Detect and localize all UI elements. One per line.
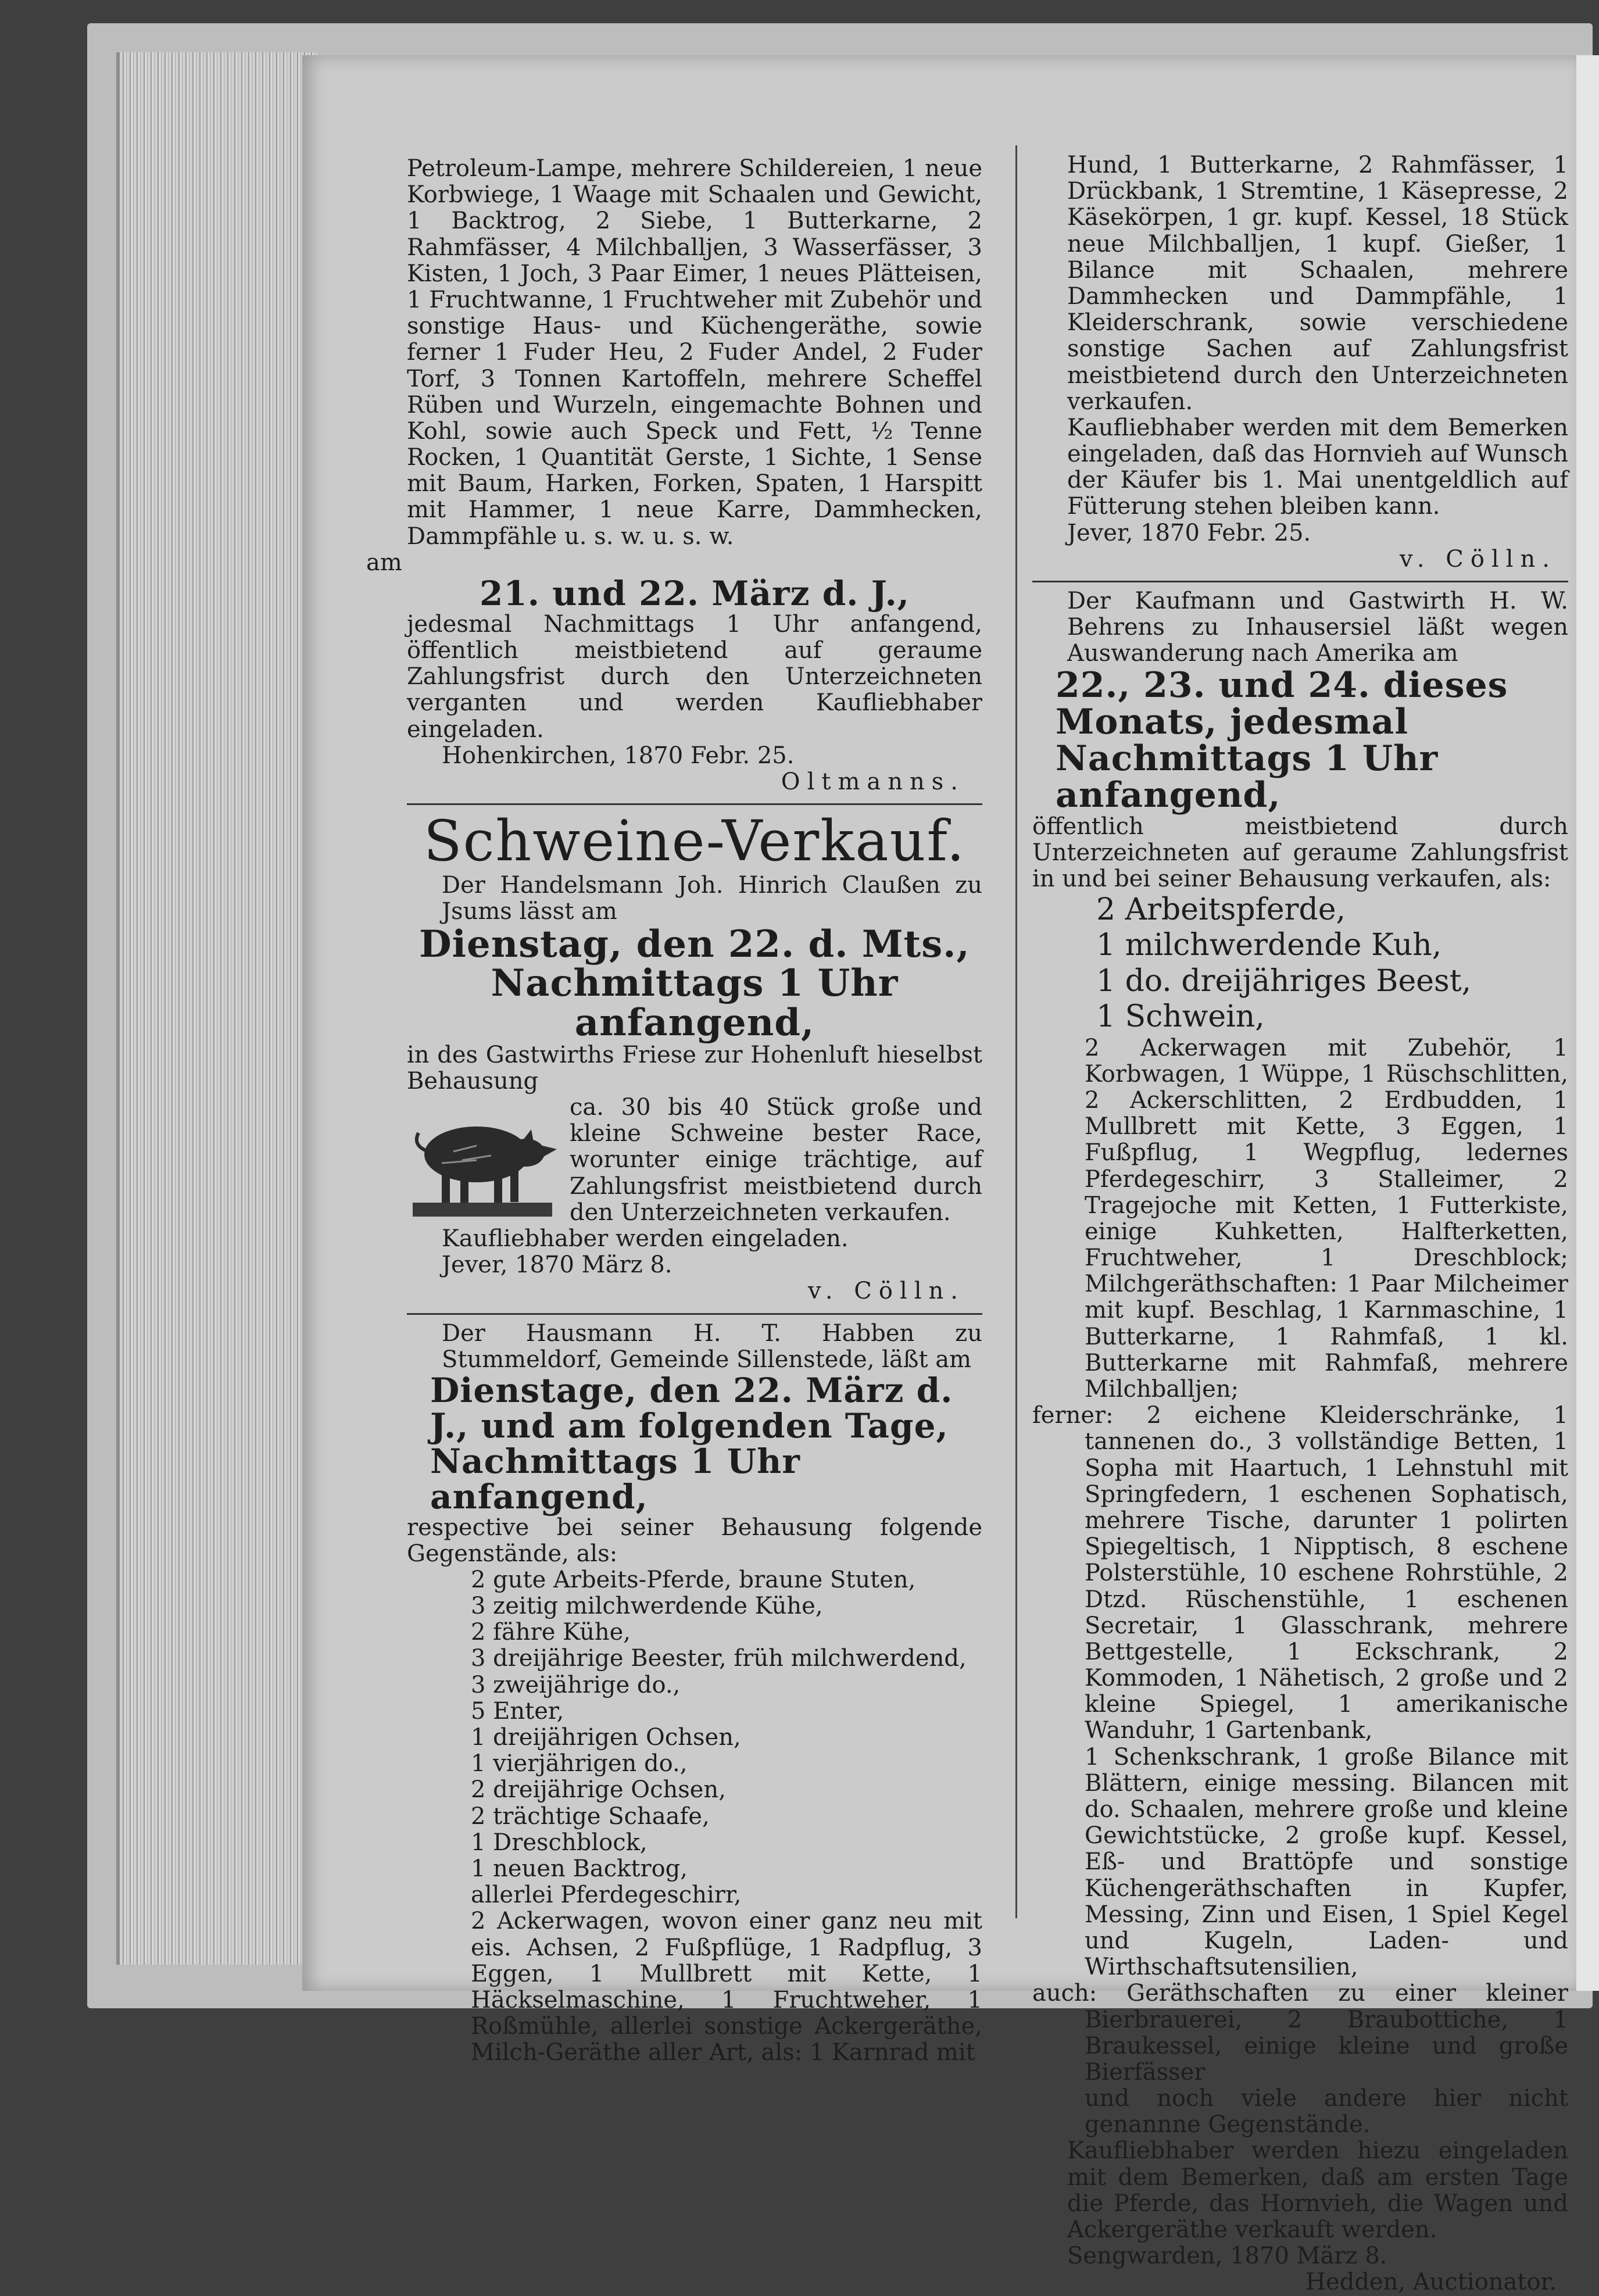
pig-icon <box>407 1099 558 1221</box>
signature: v. Cölln. <box>1399 545 1557 573</box>
schweine-time: Nachmittags 1 Uhr anfangend, <box>491 961 899 1045</box>
list-item: 1 milchwerdende Kuh, <box>1096 928 1442 963</box>
ad-title-schweine-verkauf: Schweine-Verkauf. <box>423 809 966 874</box>
schweine-place-date: Jever, 1870 März 8. <box>442 1251 672 1279</box>
auction-date-heading: 21. und 22. März d. J., <box>479 574 910 613</box>
place-date: Hohenkirchen, 1870 Febr. 25. <box>442 742 795 769</box>
separator-rule <box>407 1313 982 1315</box>
habben-item-list <box>407 1567 982 1908</box>
auction-list-continued-right: Hund, 1 Butterkarne, 2 Rahmfässer, 1 Drückbank, 1 Stremtine, 1 Käsepresse, 2 Käsekörpen, 1 gr. kupf. Kessel, 18 Stück neue Milchballjen, 1 kupf. Gießer, 1 Bilance mit Schaalen, mehrere Dammhecken und Dammpfähle, 1 Kleiderschrank, sowie verschiedene sonstige Sachen auf Zahlungsfrist meistbietend durch den Unterzeichneten verkaufen. <box>1067 152 1568 415</box>
ferner-text-continued: 1 Schenkschrank, 1 große Bilance mit Blättern, einige messing. Bilancen mit do. Schaalen, mehrere große und kleine Gewichtstücke, 2 große kupf. Kessel, Eß- und Brattöpfe und sonstige Küchengeräthschaften in Kupfer, Messing, Zinn und Eisen, 1 Spiel Kegel und Kugeln, Laden- und Wirthschaftsutensilien, <box>1085 1743 1568 1981</box>
list-item: 1 Dreschblock, <box>471 1829 648 1856</box>
ferner-label: ferner: <box>1032 1402 1114 1429</box>
list-item: allerlei Pferdegeschirr, <box>471 1882 742 1909</box>
auction-terms: jedesmal Nachmittags 1 Uhr anfangend, öffentlich meistbietend auf geraume Zahlungsfrist durch den Unterzeichneten verganten und werden Kaufliebhaber eingeladen. <box>407 610 982 743</box>
schweine-invite: Kaufliebhaber werden eingeladen. <box>442 1225 849 1253</box>
signature: Oltmanns. <box>781 768 965 796</box>
list-item: 1 Schwein, <box>1096 999 1265 1035</box>
schweine-intro: Der Handelsmann Joh. Hinrich Claußen zu Jsums lässt am <box>442 871 982 925</box>
column-rule <box>1015 145 1017 1918</box>
behrens-list: 2 Ackerwagen mit Zubehör, 1 Korbwagen, 1 Wüppe, 1 Rüschschlitten, 2 Ackerschlitten, 2 Erdbudden, 1 Mullbrett mit Kette, 3 Eggen, 1 Fußpflug, 1 Wegpflug, ledernes Pferdegeschirr, 3 Stalleimer, 2 Tragejoche mit Ketten, 1 Futterkiste, einige Kuhketten, Halfterketten, Fruchtweher, 1 Dreschblock; Milchgeräthschaften: 1 Paar Milcheimer mit kupf. Beschlag, 1 Karnmaschine, 1 Butterkarne, 1 Rahmfaß, 1 kl. Butterkarne mit Rahmfaß, mehrere Milchballjen; <box>1085 1034 1568 1403</box>
habben-tail: 2 Ackerwagen, wovon einer ganz neu mit eis. Achsen, 2 Fußpflüge, 1 Radpflug, 3 Eggen, 1 Mullbrett mit Kette, 1 Häckselmaschine, 1 Fruchtweher, 1 Roßmühle, allerlei sonstige Ackergeräthe, Milch-Geräthe aller Art, als: 1 Karnrad mit <box>471 1908 982 2066</box>
invite-note: Kaufliebhaber werden mit dem Bemerken eingeladen, daß das Hornvieh auf Wunsch der Käufer bis 1. Mai unentgeldlich auf Fütterung stehen bleiben kann. <box>1067 414 1568 520</box>
separator-rule <box>1032 581 1568 582</box>
list-item: 2 gute Arbeits-Pferde, braune Stuten, <box>471 1566 916 1593</box>
auch-text-continued: und noch viele andere hier nicht genannne Gegenstände. <box>1085 2085 1568 2138</box>
list-item: 3 zeitig milchwerdende Kühe, <box>471 1593 823 1620</box>
list-item: 2 dreijährige Ochsen, <box>471 1776 726 1804</box>
list-item: 1 dreijährigen Ochsen, <box>471 1724 741 1751</box>
auch-label: auch: <box>1032 1980 1097 2007</box>
list-item: 3 zweijährige do., <box>471 1671 681 1698</box>
place-date: Jever, 1870 Febr. 25. <box>1067 519 1311 546</box>
habben-place: respective bei seiner Behausung folgende Gegenstände, als: <box>407 1514 982 1567</box>
list-item: 2 fähre Kühe, <box>471 1619 631 1646</box>
closing-signature: Hedden, Auctionator. <box>1305 2269 1557 2296</box>
ferner-block <box>1032 1403 1568 1744</box>
closing-invite: Kaufliebhaber werden hiezu eingeladen mit dem Bemerken, daß am ersten Tage die Pferde, das Hornvieh, die Wagen und Ackergeräthe verkauft werden. <box>1067 2137 1568 2243</box>
ferner-text: 2 eichene Kleiderschränke, 1 tannenen do., 3 vollständige Betten, 1 Sopha mit Haartuch, 1 Lehnstuhl mit Springfedern, 1 eschenen Sophatisch, mehrere Tische, darunter 1 polirten Spiegeltisch, 1 Nipptisch, 8 eschene Polsterstühle, 10 eschene Rohrstühle, 2 Dtzd. Rüschenstühle, 1 eschenen Secretair, 1 Glasschrank, mehrere Bettgestelle, 1 Eckschrank, 2 Kommoden, 1 Nähetisch, 2 große und 2 kleine Spiegel, 1 amerikanische Wanduhr, 1 Gartenbank, <box>1085 1402 1568 1744</box>
page-edges <box>116 52 317 1965</box>
right-column <box>1032 152 1568 2296</box>
habben-intro: Der Hausmann H. T. Habben zu Stummeldorf, Gemeinde Sillenstede, läßt am <box>442 1319 982 1373</box>
schweine-date: Dienstag, den 22. d. Mts., <box>419 922 970 967</box>
separator-rule <box>407 803 982 805</box>
schweine-offer: ca. 30 bis 40 Stück große und kleine Schweine bester Race, worunter einige trächtige, auf Zahlungsfrist meistbietend durch den Unterzeichneten verkaufen. <box>570 1094 982 1226</box>
list-item: 1 neuen Backtrog, <box>471 1855 688 1882</box>
list-item: 5 Enter, <box>471 1697 564 1725</box>
auch-text: Geräthschaften zu einer kleiner Bierbrauerei, 2 Braubottiche, 1 Braukessel, einige kleine und große Bierfässer <box>1085 1980 1568 2086</box>
closing-place-date: Sengwarden, 1870 März 8. <box>1067 2243 1387 2270</box>
list-item: 2 trächtige Schaafe, <box>471 1803 710 1830</box>
next-page-edge <box>1576 55 1599 1991</box>
list-item: 3 dreijährige Beester, früh milchwerdend, <box>471 1645 967 1672</box>
behrens-main-items <box>1032 892 1568 1035</box>
left-column <box>366 155 982 2066</box>
list-item: 1 do. dreijähriges Beest, <box>1096 963 1472 999</box>
behrens-intro: Der Kaufmann und Gastwirth H. W. Behrens zu Inhausersiel läßt wegen Auswanderung nach Amerika am <box>1067 588 1568 667</box>
auch-block <box>1032 1980 1568 2086</box>
list-item: 2 Arbeitspferde, <box>1096 892 1346 928</box>
behrens-date: 22., 23. und 24. dieses Monats, jedesmal Nachmittags 1 Uhr anfangend, <box>1056 664 1508 816</box>
schweine-signature: v. Cölln. <box>807 1278 965 1305</box>
schweine-place: in des Gastwirths Friese zur Hohenluft hieselbst Behausung <box>407 1041 982 1095</box>
schweine-body <box>407 1095 982 1226</box>
auction-list-continued: Petroleum-Lampe, mehrere Schildereien, 1 neue Korbwiege, 1 Waage mit Schaalen und Gewicht, 1 Backtrog, 2 Siebe, 1 Butterkarne, 2 Rahmfässer, 4 Milchballjen, 3 Wasserfässer, 3 Kisten, 1 Joch, 3 Paar Eimer, 1 neues Plätteisen, 1 Fruchtwanne, 1 Fruchtweher mit Zubehör und sonstige Haus- und Küchengeräthe, sowie ferner 1 Fuder Heu, 2 Fuder Andel, 2 Fuder Torf, 3 Tonnen Kartoffeln, mehrere Scheffel Rüben und Wurzeln, eingemachte Bohnen und Kohl, sowie auch Speck und Fett, ½ Tenne Rocken, 1 Quantität Gerste, 1 Sichte, 1 Sense mit Baum, Harken, Forken, Spaten, 1 Harspitt mit Hammer, 1 neue Karre, Dammhecken, Dammpfähle u. s. w. u. s. w. <box>407 155 982 550</box>
behrens-terms: öffentlich meistbietend durch Unterzeichneten auf geraume Zahlungsfrist in und bei seiner Behausung verkaufen, als: <box>1032 813 1568 892</box>
list-item: 1 vierjährigen do., <box>471 1750 688 1778</box>
habben-date: Dienstage, den 22. März d. J., und am folgenden Tage, Nachmittags 1 Uhr anfangend, <box>430 1370 953 1517</box>
am-label: am <box>366 549 402 576</box>
